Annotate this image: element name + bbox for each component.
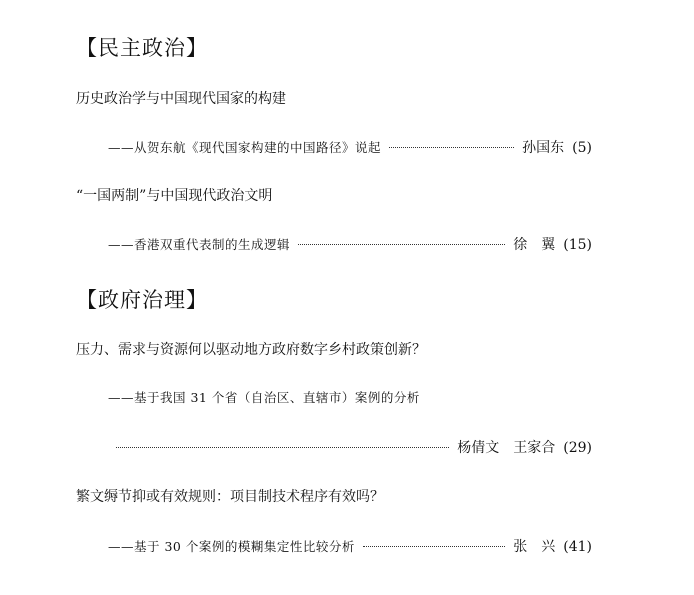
article-subtitle: ——香港双重代表制的生成逻辑 <box>108 237 291 252</box>
article-title: 压力、需求与资源何以驱动地方政府数字乡村政策创新？ <box>76 342 426 358</box>
page-number: (5) <box>572 140 592 156</box>
page-number: (29) <box>563 440 592 456</box>
dot-leader <box>116 447 449 448</box>
article-subtitle: ——基于 30 个案例的模糊集定性比较分析 <box>108 539 355 554</box>
page-number: (41) <box>563 539 592 555</box>
dot-leader <box>298 244 505 245</box>
page-number: (15) <box>563 237 592 253</box>
toc-entry[interactable] <box>108 234 592 254</box>
article-author: 孙国东 <box>522 140 565 156</box>
article-subtitle: ——从贺东航《现代国家构建的中国路径》说起 <box>108 140 382 155</box>
section-heading-government-governance: 【政府治理】 <box>76 288 208 312</box>
article-subtitle: ——基于我国 31 个省（自治区、直辖市）案例的分析 <box>108 390 420 405</box>
dot-leader <box>363 546 505 547</box>
dot-leader <box>389 147 514 148</box>
article-author: 张 兴 <box>513 539 556 555</box>
toc-entry[interactable] <box>108 137 592 157</box>
toc-entry[interactable] <box>116 437 592 457</box>
article-title: “一国两制”与中国现代政治文明 <box>76 188 273 204</box>
article-author: 杨倩文 王家合 <box>457 440 556 456</box>
article-title: 繁文缛节抑或有效规则：项目制技术程序有效吗？ <box>76 489 384 505</box>
article-author: 徐 翼 <box>513 237 556 253</box>
section-heading-democratic-politics: 【民主政治】 <box>76 36 208 60</box>
article-title: 历史政治学与中国现代国家的构建 <box>76 91 286 107</box>
toc-entry[interactable] <box>108 536 592 556</box>
